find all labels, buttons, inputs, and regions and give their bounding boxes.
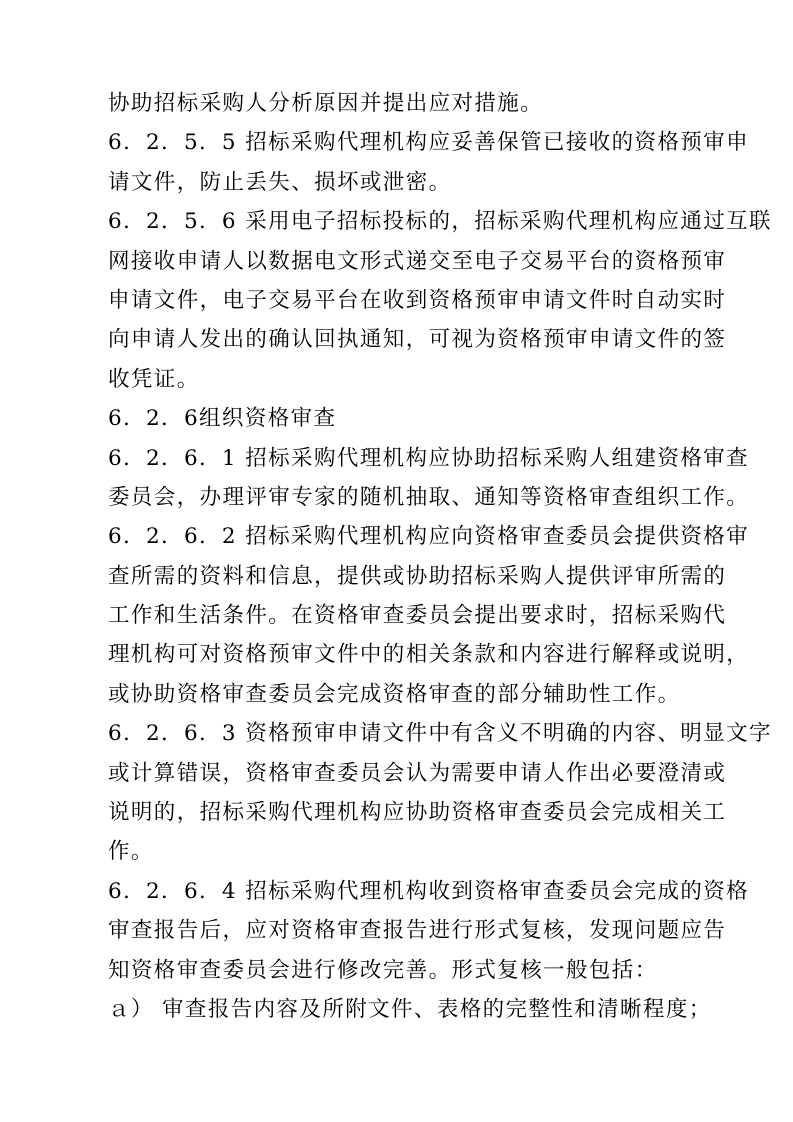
text-line: 向申请人发出的确认回执通知，可视为资格预审申请文件的签 [108, 327, 727, 353]
text-line: 知资格审查委员会进行修改完善。形式复核一般包括： [108, 957, 658, 983]
section-heading: 6．2．6组织资格审查 [108, 406, 337, 432]
list-item: ａ） 审查报告内容及所附文件、表格的完整性和清晰程度； [108, 996, 712, 1022]
text-line: 说明的，招标采购代理机构应协助资格审查委员会完成相关工 [108, 800, 727, 826]
text-line: 请文件，防止丢失、损坏或泄密。 [108, 169, 452, 195]
text-line: 收凭证。 [108, 366, 200, 392]
text-line: 或计算错误，资格审查委员会认为需要申请人作出必要澄清或 [108, 760, 727, 786]
text-line: 审查报告后，应对资格审查报告进行形式复核，发现问题应告 [108, 918, 727, 944]
text-line: 6．2．6．4 招标采购代理机构收到资格审查委员会完成的资格 [108, 878, 750, 904]
text-line: 申请文件，电子交易平台在收到资格预审申请文件时自动实时 [108, 287, 727, 313]
body-text [108, 84, 772, 1029]
text-line: 6．2．6．2 招标采购代理机构应向资格审查委员会提供资格审 [108, 524, 750, 550]
text-line: 协助招标采购人分析原因并提出应对措施。 [108, 91, 544, 116]
text-line: 工作和生活条件。在资格审查委员会提出要求时，招标采购代 [108, 603, 727, 629]
text-line: 理机构可对资格预审文件中的相关条款和内容进行解释或说明， [108, 642, 750, 668]
text-line: 网接收申请人以数据电文形式递交至电子交易平台的资格预审 [108, 248, 727, 274]
text-line: 作。 [108, 839, 154, 865]
text-line: 6．2．5．6 采用电子招标投标的，招标采购代理机构应通过互联 [108, 209, 772, 235]
text-line: 查所需的资料和信息，提供或协助招标采购人提供评审所需的 [108, 563, 727, 589]
text-line: 6．2．6．3 资格预审申请文件中有含义不明确的内容、明显文字 [108, 721, 772, 747]
text-line: 6．2．5．5 招标采购代理机构应妥善保管已接收的资格预审申 [108, 130, 750, 156]
text-line: 或协助资格审查委员会完成资格审查的部分辅助性工作。 [108, 681, 681, 707]
text-line: 委员会，办理评审专家的随机抽取、通知等资格审查组织工作。 [108, 484, 750, 510]
text-line: 6．2．6．1 招标采购代理机构应协助招标采购人组建资格审查 [108, 445, 750, 471]
